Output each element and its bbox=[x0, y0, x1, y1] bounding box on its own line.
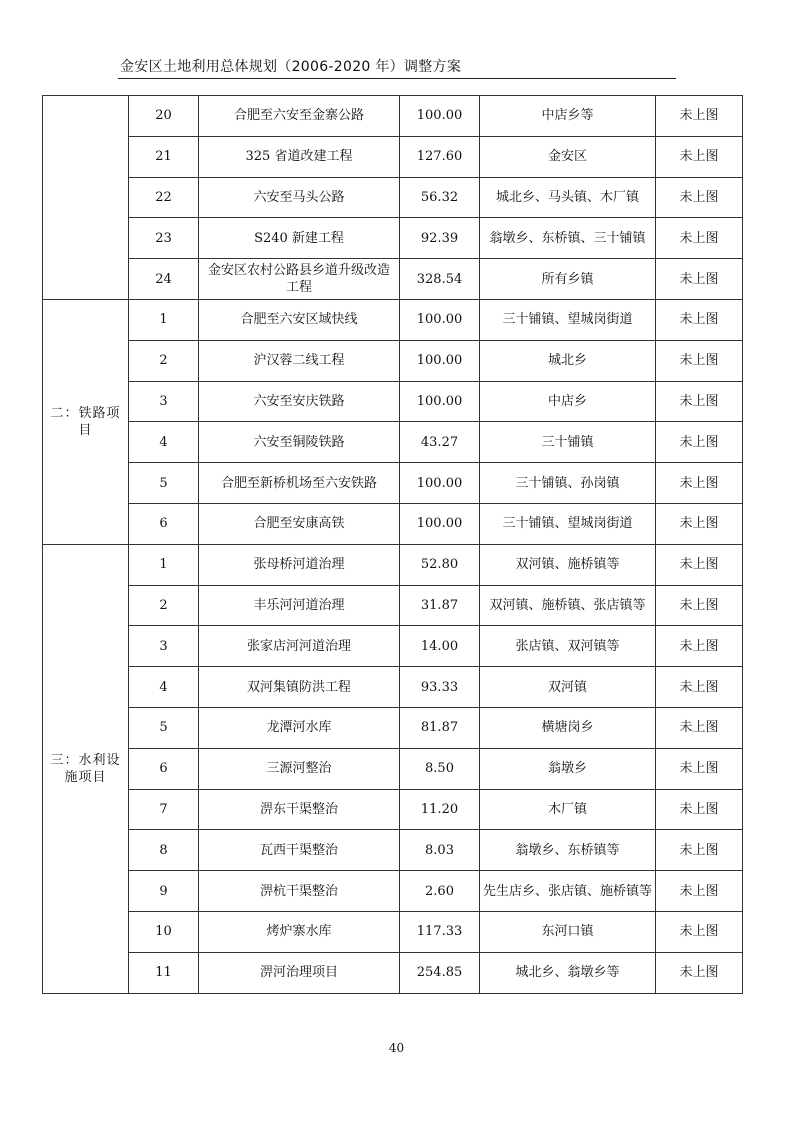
table-row bbox=[43, 299, 743, 340]
status-cell: 未上图 bbox=[656, 544, 743, 585]
project-name-cell: 六安至安庆铁路 bbox=[199, 381, 400, 422]
location-cell: 横塘岗乡 bbox=[480, 707, 656, 748]
project-name-cell: 325 省道改建工程 bbox=[199, 136, 400, 177]
row-number-cell: 1 bbox=[129, 544, 199, 585]
row-number-cell: 2 bbox=[129, 340, 199, 381]
project-name-cell: 淠杭干渠整治 bbox=[199, 871, 400, 912]
row-number-cell: 6 bbox=[129, 503, 199, 544]
status-cell: 未上图 bbox=[656, 830, 743, 871]
project-name-cell: 六安至铜陵铁路 bbox=[199, 422, 400, 463]
category-cell bbox=[43, 96, 129, 300]
table-row bbox=[43, 381, 743, 422]
page-number: 40 bbox=[388, 1041, 405, 1055]
table-row bbox=[43, 748, 743, 789]
status-cell: 未上图 bbox=[656, 871, 743, 912]
area-cell: 100.00 bbox=[400, 299, 480, 340]
location-cell: 城北乡、马头镇、木厂镇 bbox=[480, 177, 656, 218]
table-row bbox=[43, 218, 743, 259]
location-cell: 先生店乡、张店镇、施桥镇等 bbox=[480, 871, 656, 912]
table-row bbox=[43, 422, 743, 463]
area-cell: 254.85 bbox=[400, 952, 480, 993]
project-name-cell: 张家店河河道治理 bbox=[199, 626, 400, 667]
table-row bbox=[43, 585, 743, 626]
area-cell: 8.03 bbox=[400, 830, 480, 871]
row-number-cell: 22 bbox=[129, 177, 199, 218]
status-cell: 未上图 bbox=[656, 626, 743, 667]
status-cell: 未上图 bbox=[656, 96, 743, 137]
status-cell: 未上图 bbox=[656, 463, 743, 504]
location-cell: 中店乡等 bbox=[480, 96, 656, 137]
table-row bbox=[43, 136, 743, 177]
status-cell: 未上图 bbox=[656, 748, 743, 789]
project-name-cell: 合肥至六安至金寨公路 bbox=[199, 96, 400, 137]
area-cell: 127.60 bbox=[400, 136, 480, 177]
location-cell: 翁墩乡、东桥镇、三十铺镇 bbox=[480, 218, 656, 259]
location-cell: 金安区 bbox=[480, 136, 656, 177]
row-number-cell: 2 bbox=[129, 585, 199, 626]
project-name-cell: 沪汉蓉二线工程 bbox=[199, 340, 400, 381]
area-cell: 117.33 bbox=[400, 911, 480, 952]
status-cell: 未上图 bbox=[656, 585, 743, 626]
status-cell: 未上图 bbox=[656, 299, 743, 340]
row-number-cell: 1 bbox=[129, 299, 199, 340]
area-cell: 52.80 bbox=[400, 544, 480, 585]
location-cell: 三十铺镇、孙岗镇 bbox=[480, 463, 656, 504]
table-row bbox=[43, 789, 743, 830]
location-cell: 中店乡 bbox=[480, 381, 656, 422]
row-number-cell: 23 bbox=[129, 218, 199, 259]
table-row bbox=[43, 830, 743, 871]
row-number-cell: 5 bbox=[129, 463, 199, 504]
status-cell: 未上图 bbox=[656, 952, 743, 993]
area-cell: 56.32 bbox=[400, 177, 480, 218]
area-cell: 100.00 bbox=[400, 96, 480, 137]
project-name-cell: 六安至马头公路 bbox=[199, 177, 400, 218]
status-cell: 未上图 bbox=[656, 789, 743, 830]
location-cell: 双河镇、施桥镇等 bbox=[480, 544, 656, 585]
table-row bbox=[43, 544, 743, 585]
location-cell: 木厂镇 bbox=[480, 789, 656, 830]
row-number-cell: 4 bbox=[129, 667, 199, 708]
location-cell: 城北乡、翁墩乡等 bbox=[480, 952, 656, 993]
project-name-cell: 合肥至六安区域快线 bbox=[199, 299, 400, 340]
category-cell: 三：水利设施项目 bbox=[43, 544, 129, 993]
project-name-cell: S240 新建工程 bbox=[199, 218, 400, 259]
row-number-cell: 9 bbox=[129, 871, 199, 912]
row-number-cell: 4 bbox=[129, 422, 199, 463]
table-row bbox=[43, 911, 743, 952]
row-number-cell: 11 bbox=[129, 952, 199, 993]
table-row bbox=[43, 952, 743, 993]
project-table bbox=[42, 95, 743, 994]
row-number-cell: 21 bbox=[129, 136, 199, 177]
project-name-cell: 龙潭河水库 bbox=[199, 707, 400, 748]
row-number-cell: 24 bbox=[129, 259, 199, 300]
table-row bbox=[43, 340, 743, 381]
project-name-cell: 淠东干渠整治 bbox=[199, 789, 400, 830]
table-row bbox=[43, 463, 743, 504]
location-cell: 翁墩乡 bbox=[480, 748, 656, 789]
project-name-cell: 瓦西干渠整治 bbox=[199, 830, 400, 871]
project-name-cell: 丰乐河河道治理 bbox=[199, 585, 400, 626]
area-cell: 14.00 bbox=[400, 626, 480, 667]
document-header-title: 金安区土地利用总体规划（2006-2020 年）调整方案 bbox=[120, 59, 462, 75]
status-cell: 未上图 bbox=[656, 911, 743, 952]
project-name-cell: 淠河治理项目 bbox=[199, 952, 400, 993]
row-number-cell: 8 bbox=[129, 830, 199, 871]
area-cell: 8.50 bbox=[400, 748, 480, 789]
row-number-cell: 3 bbox=[129, 626, 199, 667]
area-cell: 11.20 bbox=[400, 789, 480, 830]
status-cell: 未上图 bbox=[656, 218, 743, 259]
table-row bbox=[43, 707, 743, 748]
row-number-cell: 5 bbox=[129, 707, 199, 748]
area-cell: 100.00 bbox=[400, 340, 480, 381]
location-cell: 城北乡 bbox=[480, 340, 656, 381]
status-cell: 未上图 bbox=[656, 667, 743, 708]
location-cell: 双河镇 bbox=[480, 667, 656, 708]
project-name-cell: 张母桥河道治理 bbox=[199, 544, 400, 585]
row-number-cell: 6 bbox=[129, 748, 199, 789]
project-name-cell: 合肥至新桥机场至六安铁路 bbox=[199, 463, 400, 504]
location-cell: 张店镇、双河镇等 bbox=[480, 626, 656, 667]
location-cell: 东河口镇 bbox=[480, 911, 656, 952]
area-cell: 93.33 bbox=[400, 667, 480, 708]
table-row bbox=[43, 871, 743, 912]
project-name-cell: 金安区农村公路县乡道升级改造工程 bbox=[199, 259, 400, 300]
area-cell: 43.27 bbox=[400, 422, 480, 463]
area-cell: 100.00 bbox=[400, 503, 480, 544]
location-cell: 所有乡镇 bbox=[480, 259, 656, 300]
row-number-cell: 10 bbox=[129, 911, 199, 952]
area-cell: 81.87 bbox=[400, 707, 480, 748]
table-row bbox=[43, 259, 743, 300]
location-cell: 翁墩乡、东桥镇等 bbox=[480, 830, 656, 871]
area-cell: 92.39 bbox=[400, 218, 480, 259]
status-cell: 未上图 bbox=[656, 422, 743, 463]
project-table-body bbox=[43, 96, 743, 994]
table-row bbox=[43, 626, 743, 667]
status-cell: 未上图 bbox=[656, 259, 743, 300]
row-number-cell: 20 bbox=[129, 96, 199, 137]
area-cell: 2.60 bbox=[400, 871, 480, 912]
project-name-cell: 烤炉寨水库 bbox=[199, 911, 400, 952]
project-name-cell: 合肥至安康高铁 bbox=[199, 503, 400, 544]
location-cell: 三十铺镇 bbox=[480, 422, 656, 463]
table-row bbox=[43, 667, 743, 708]
project-name-cell: 双河集镇防洪工程 bbox=[199, 667, 400, 708]
area-cell: 100.00 bbox=[400, 463, 480, 504]
area-cell: 328.54 bbox=[400, 259, 480, 300]
area-cell: 31.87 bbox=[400, 585, 480, 626]
location-cell: 三十铺镇、望城岗街道 bbox=[480, 503, 656, 544]
row-number-cell: 7 bbox=[129, 789, 199, 830]
table-row bbox=[43, 177, 743, 218]
status-cell: 未上图 bbox=[656, 707, 743, 748]
project-name-cell: 三源河整治 bbox=[199, 748, 400, 789]
status-cell: 未上图 bbox=[656, 177, 743, 218]
location-cell: 三十铺镇、望城岗街道 bbox=[480, 299, 656, 340]
status-cell: 未上图 bbox=[656, 381, 743, 422]
area-cell: 100.00 bbox=[400, 381, 480, 422]
status-cell: 未上图 bbox=[656, 503, 743, 544]
category-cell: 二：铁路项目 bbox=[43, 299, 129, 544]
header-divider bbox=[118, 78, 676, 79]
row-number-cell: 3 bbox=[129, 381, 199, 422]
table-row bbox=[43, 503, 743, 544]
status-cell: 未上图 bbox=[656, 340, 743, 381]
status-cell: 未上图 bbox=[656, 136, 743, 177]
location-cell: 双河镇、施桥镇、张店镇等 bbox=[480, 585, 656, 626]
table-row bbox=[43, 96, 743, 137]
